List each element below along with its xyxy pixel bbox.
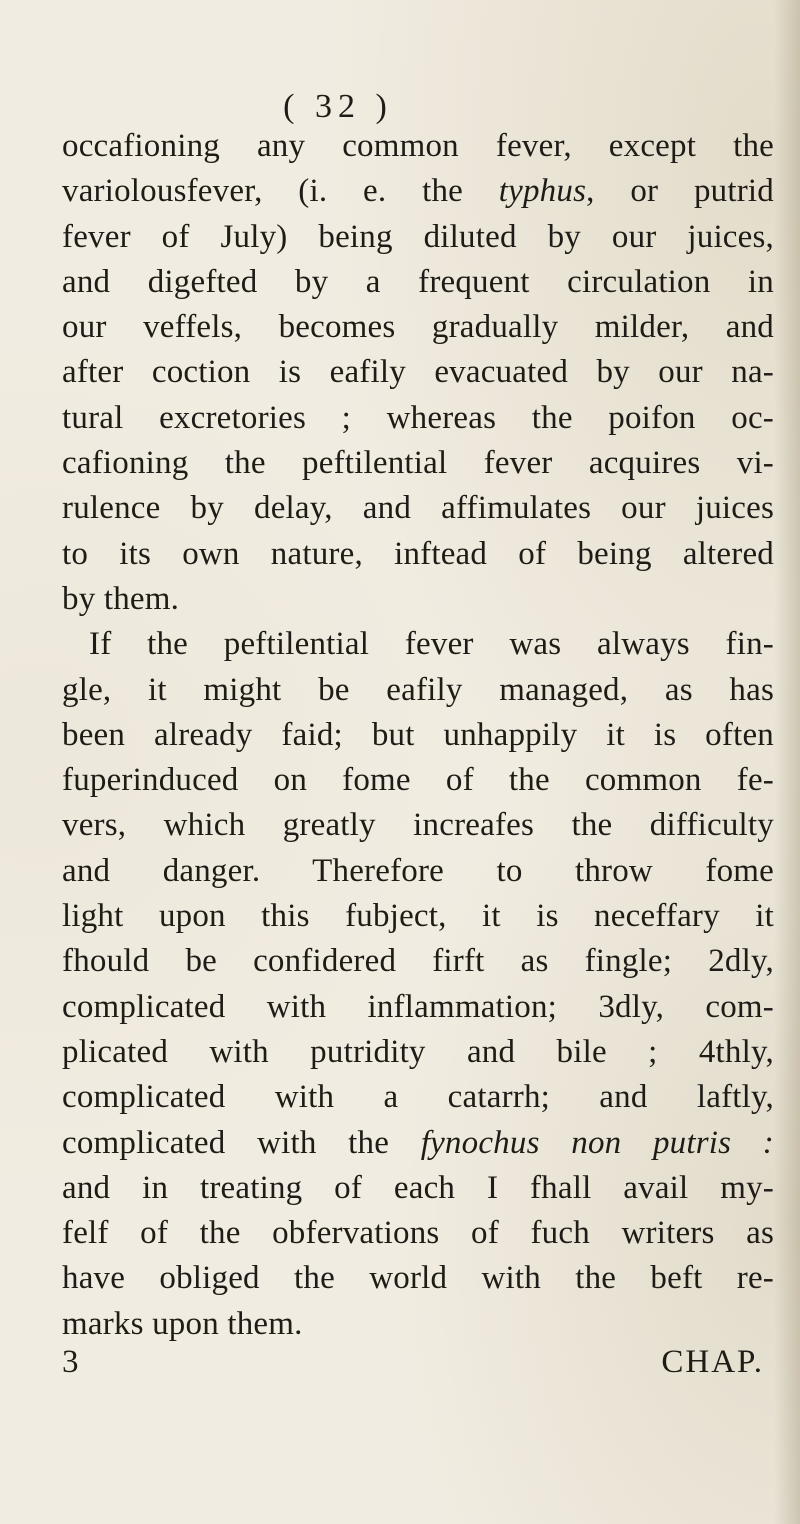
text-line bbox=[62, 124, 774, 169]
text-line bbox=[62, 350, 774, 395]
text-line bbox=[62, 1302, 774, 1347]
text-segment: felf of the obfervations of fuch writers as bbox=[62, 1215, 774, 1252]
italic-text: typhus bbox=[498, 173, 587, 210]
text-segment: and in treating of each I fhall avail my- bbox=[62, 1169, 774, 1206]
catchword: CHAP. bbox=[661, 1344, 764, 1380]
text-line bbox=[62, 441, 774, 486]
text-line bbox=[62, 1256, 774, 1301]
text-segment: fhould be confidered firft as fingle; 2dly, bbox=[62, 943, 774, 980]
text-line bbox=[62, 215, 774, 260]
text-segment: by them. bbox=[62, 580, 180, 617]
text-line bbox=[62, 396, 774, 441]
text-line bbox=[62, 486, 774, 531]
text-line bbox=[62, 1166, 774, 1211]
text-line bbox=[62, 758, 774, 803]
text-segment: have obliged the world with the beft re- bbox=[62, 1260, 774, 1297]
text-line bbox=[62, 1030, 774, 1075]
text-segment: cafioning the peftilential fever acquires vi- bbox=[62, 445, 774, 482]
body-text bbox=[62, 124, 774, 1347]
page-footer bbox=[62, 1344, 764, 1384]
text-segment: complicated with inflammation; 3dly, com- bbox=[62, 988, 774, 1025]
text-line bbox=[62, 1075, 774, 1120]
text-line bbox=[62, 803, 774, 848]
text-line bbox=[62, 1121, 774, 1166]
text-line bbox=[62, 668, 774, 713]
text-line bbox=[62, 849, 774, 894]
text-segment: variolousfever, (i. e. the bbox=[62, 173, 499, 210]
text-line bbox=[62, 305, 774, 350]
text-line bbox=[62, 939, 774, 984]
text-segment: our veffels, becomes gradually milder, and bbox=[62, 309, 774, 346]
text-segment: to its own nature, inftead of being altered bbox=[62, 535, 774, 572]
text-segment: marks upon them. bbox=[62, 1305, 303, 1342]
text-line bbox=[62, 985, 774, 1030]
text-line bbox=[62, 532, 774, 577]
text-segment: fuperinduced on fome of the common fe- bbox=[62, 762, 774, 799]
text-line bbox=[62, 894, 774, 939]
page-number bbox=[0, 88, 800, 126]
text-segment: If the peftilential fever was always fin- bbox=[89, 626, 774, 663]
text-segment: and danger. Therefore to throw fome bbox=[62, 852, 774, 889]
text-segment: vers, which greatly increafes the difficulty bbox=[62, 807, 774, 844]
text-segment: plicated with putridity and bile ; 4thly, bbox=[62, 1033, 774, 1070]
text-segment: gle, it might be eafily managed, as has bbox=[62, 671, 774, 708]
text-segment: occafioning any common fever, except the bbox=[62, 128, 774, 164]
text-segment: , or putrid bbox=[586, 173, 774, 210]
italic-text: fynochus non putris : bbox=[420, 1124, 774, 1161]
page-number-text: ( 32 ) bbox=[283, 88, 393, 125]
page-edge-shadow bbox=[774, 0, 800, 1524]
text-segment: been already faid; but unhappily it is often bbox=[62, 716, 774, 753]
text-line bbox=[62, 622, 774, 667]
text-segment: rulence by delay, and affimulates our juices bbox=[62, 490, 774, 527]
text-line bbox=[62, 577, 774, 622]
text-line bbox=[62, 260, 774, 305]
text-line bbox=[62, 169, 774, 214]
text-segment: complicated with the bbox=[62, 1124, 421, 1161]
text-line bbox=[62, 713, 774, 758]
text-line bbox=[62, 1211, 774, 1256]
text-segment: tural excretories ; whereas the poifon oc- bbox=[62, 399, 774, 436]
text-segment: and digefted by a frequent circulation in bbox=[62, 263, 774, 300]
text-segment: light upon this fubject, it is neceffary it bbox=[62, 898, 774, 935]
text-segment: after coction is eafily evacuated by our na- bbox=[62, 354, 774, 391]
text-segment: fever of July) being diluted by our juices, bbox=[62, 218, 774, 255]
text-segment: complicated with a catarrh; and laftly, bbox=[62, 1079, 774, 1116]
signature-mark: 3 bbox=[62, 1344, 79, 1380]
